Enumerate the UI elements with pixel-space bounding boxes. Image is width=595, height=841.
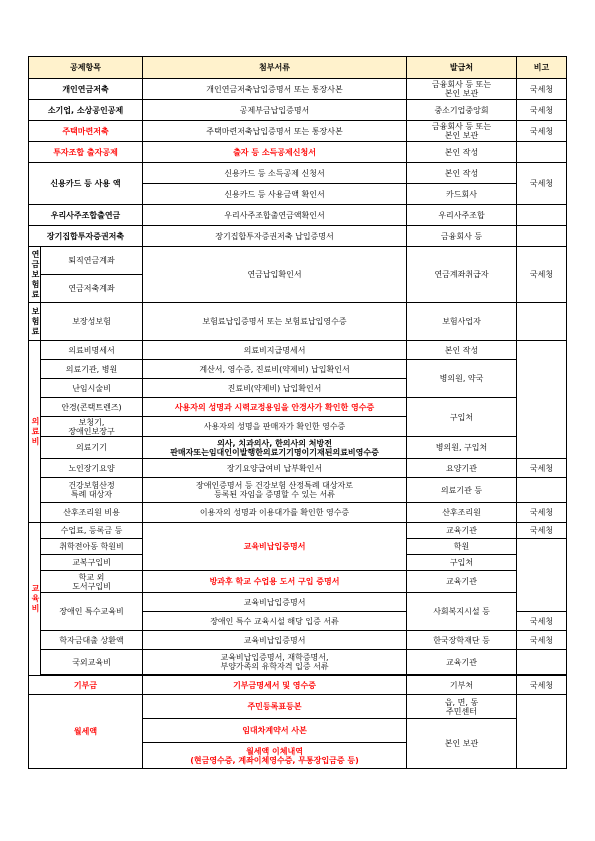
note-cell: 국세청 <box>517 79 567 100</box>
header-docs: 첨부서류 <box>143 57 407 79</box>
issuer-cell: 한국장학재단 등 <box>407 631 517 650</box>
table-row <box>29 571 567 593</box>
table-row <box>29 398 567 417</box>
item-cell: 우리사주조합출연금 <box>29 205 143 226</box>
table-row <box>29 100 567 121</box>
note-cell: 국세청 <box>517 612 567 631</box>
docs-cell: 개인연금저축납입증명서 또는 통장사본 <box>143 79 407 100</box>
docs-cell: 연금납입확인서 <box>143 247 407 303</box>
docs-cell: 교육비납입증명서, 재학증명서, 부양가족의 유학자격 입증 서류 <box>143 650 407 675</box>
group-label-medical: 의료비 <box>29 341 41 523</box>
group-label-pension: 연금보험료 <box>29 247 41 303</box>
note-cell <box>517 205 567 226</box>
sub-item-cell: 안경(콘택트렌즈) <box>41 398 143 417</box>
group-label-education: 교육비 <box>29 523 41 676</box>
note-cell: 국세청 <box>517 631 567 650</box>
issuer-cell: 우리사주조합 <box>407 205 517 226</box>
issuer-cell: 사회복지시설 등 <box>407 593 517 631</box>
issuer-cell: 학원 <box>407 539 517 555</box>
note-cell: 국세청 <box>517 100 567 121</box>
issuer-cell: 금융회사 등 또는 본인 보관 <box>407 79 517 100</box>
note-cell: 국세청 <box>517 523 567 539</box>
table-row <box>29 523 567 539</box>
group-label-insurance: 보험료 <box>29 303 41 341</box>
issuer-cell: 의료기관 등 <box>407 478 517 503</box>
note-cell <box>517 650 567 675</box>
header-note: 비고 <box>517 57 567 79</box>
sub-item-cell: 산후조리원 비용 <box>41 503 143 523</box>
docs-cell: 교육비납입증명서 <box>143 593 407 612</box>
docs-cell: 교육비납입증명서 <box>143 631 407 650</box>
sub-item-cell: 노인장기요양 <box>41 459 143 478</box>
sub-item-cell: 보장성보험 <box>41 303 143 341</box>
item-cell: 투자조합 출자공제 <box>29 142 143 163</box>
sub-item-cell: 연금저축계좌 <box>41 275 143 303</box>
table-row <box>29 503 567 523</box>
issuer-cell: 구입처 <box>407 555 517 571</box>
table-row <box>29 205 567 226</box>
sub-item-cell: 학교 외 도서구입비 <box>41 571 143 593</box>
sub-item-cell: 교복구입비 <box>41 555 143 571</box>
note-cell: 국세청 <box>517 676 567 695</box>
docs-cell: 장애인 특수 교육시설 해당 입증 서류 <box>143 612 407 631</box>
sub-item-cell: 난임시술비 <box>41 379 143 398</box>
docs-cell: 방과후 학교 수업용 도서 구입 증명서 <box>143 571 407 593</box>
note-cell: 국세청 <box>517 163 567 205</box>
table-row <box>29 631 567 650</box>
docs-cell: 계산서, 영수증, 진료비(약제비) 납입확인서 <box>143 360 407 379</box>
note-cell: 국세청 <box>517 503 567 523</box>
issuer-cell: 금융회사 등 <box>407 226 517 247</box>
note-cell: 국세청 <box>517 247 567 303</box>
note-cell <box>517 226 567 247</box>
docs-cell: 진료비(약제비) 납입확인서 <box>143 379 407 398</box>
issuer-cell: 본인 작성 <box>407 341 517 360</box>
docs-cell: 출자 등 소득공제신청서 <box>143 142 407 163</box>
item-cell: 신용카드 등 사용 액 <box>29 163 143 205</box>
issuer-cell: 카드회사 <box>407 184 517 205</box>
sub-item-cell: 건강보험산정 특례 대상자 <box>41 478 143 503</box>
table-row <box>29 360 567 379</box>
table-row <box>29 593 567 612</box>
issuer-cell: 산후조리원 <box>407 503 517 523</box>
issuer-cell: 보험사업자 <box>407 303 517 341</box>
docs-cell: 장애인증명서 등 건강보험 산정특례 대상자로 등록된 자임을 증명할 수 있는 서류 <box>143 478 407 503</box>
item-cell: 주택마련저축 <box>29 121 143 142</box>
note-cell <box>517 539 567 612</box>
docs-cell: 사용자의 성명과 시력교정용임을 안경사가 확인한 영수증 <box>143 398 407 417</box>
issuer-cell: 교육기관 <box>407 523 517 539</box>
issuer-cell: 본인 보관 <box>407 719 517 769</box>
item-cell: 기부금 <box>29 676 143 695</box>
table-header-row <box>29 57 567 79</box>
docs-cell: 보험료납입증명서 또는 보험료납입영수증 <box>143 303 407 341</box>
docs-cell: 신용카드 등 소득공제 신청서 <box>143 163 407 184</box>
docs-cell: 임대차계약서 사본 <box>143 719 407 743</box>
sub-item-cell: 의료기관, 병원 <box>41 360 143 379</box>
item-cell: 월세액 <box>29 695 143 769</box>
sub-item-cell: 장애인 특수교육비 <box>41 593 143 631</box>
issuer-cell: 읍, 면, 동 주민센터 <box>407 695 517 719</box>
docs-cell: 공제부금납입증명서 <box>143 100 407 121</box>
issuer-cell: 연금계좌취급자 <box>407 247 517 303</box>
issuer-cell: 구입처 <box>407 398 517 437</box>
sub-item-cell: 취학전아동 학원비 <box>41 539 143 555</box>
table-row <box>29 142 567 163</box>
note-cell: 국세청 <box>517 459 567 478</box>
issuer-cell: 기부처 <box>407 676 517 695</box>
table-row <box>29 676 567 695</box>
note-cell <box>517 341 567 459</box>
table-row <box>29 226 567 247</box>
sub-item-cell: 국외교육비 <box>41 650 143 675</box>
note-cell <box>517 142 567 163</box>
table-row <box>29 303 567 341</box>
table-row <box>29 79 567 100</box>
sub-item-cell: 학자금대출 상환액 <box>41 631 143 650</box>
issuer-cell: 본인 작성 <box>407 142 517 163</box>
header-item: 공제항목 <box>29 57 143 79</box>
docs-cell: 의사, 치과의사, 한의사의 처방전 판매자또는임대인이발행한의료기기명이기재된의료비영수증 <box>143 437 407 459</box>
header-issuer: 발급처 <box>407 57 517 79</box>
table-row <box>29 478 567 503</box>
issuer-cell: 교육기관 <box>407 571 517 593</box>
issuer-cell: 본인 작성 <box>407 163 517 184</box>
item-cell: 소기업, 소상공인공제 <box>29 100 143 121</box>
note-cell <box>517 695 567 769</box>
issuer-cell: 교육기관 <box>407 650 517 675</box>
table-row <box>29 695 567 719</box>
issuer-cell: 요양기관 <box>407 459 517 478</box>
table-row <box>29 163 567 184</box>
item-cell: 장기집합투자증권저축 <box>29 226 143 247</box>
table-row <box>29 247 567 275</box>
docs-cell: 이용자의 성명과 이용대가를 확인한 영수증 <box>143 503 407 523</box>
docs-cell: 장기집합투자증권저축 납입증명서 <box>143 226 407 247</box>
docs-cell: 주민등록표등본 <box>143 695 407 719</box>
table-row <box>29 437 567 459</box>
sub-item-cell: 보청기, 장애인보장구 <box>41 417 143 437</box>
docs-cell: 교육비납입증명서 <box>143 523 407 571</box>
docs-cell: 장기요양급여비 납부확인서 <box>143 459 407 478</box>
sub-item-cell: 의료비명세서 <box>41 341 143 360</box>
note-cell <box>517 478 567 503</box>
docs-cell: 의료비지급명세서 <box>143 341 407 360</box>
note-cell <box>517 303 567 341</box>
sub-item-cell: 의료기기 <box>41 437 143 459</box>
table-row <box>29 121 567 142</box>
issuer-cell: 병의원, 구입처 <box>407 437 517 459</box>
deduction-documents-table <box>28 56 567 769</box>
docs-cell: 신용카드 등 사용금액 확인서 <box>143 184 407 205</box>
table-row <box>29 650 567 675</box>
issuer-cell: 금융회사 등 또는 본인 보관 <box>407 121 517 142</box>
issuer-cell: 중소기업중앙회 <box>407 100 517 121</box>
issuer-cell: 병의원, 약국 <box>407 360 517 398</box>
docs-cell: 사용자의 성명을 판매자가 확인한 영수증 <box>143 417 407 437</box>
docs-cell: 기부금명세서 및 영수증 <box>143 676 407 695</box>
item-cell: 개인연금저축 <box>29 79 143 100</box>
docs-cell: 우리사주조합출연금액확인서 <box>143 205 407 226</box>
table-row <box>29 459 567 478</box>
docs-cell: 주택마련저축납입증명서 또는 통장사본 <box>143 121 407 142</box>
table-row <box>29 341 567 360</box>
docs-cell: 월세액 이체내역 (현금영수증, 계좌이체영수증, 무통장입금증 등) <box>143 743 407 769</box>
note-cell: 국세청 <box>517 121 567 142</box>
sub-item-cell: 수업료, 등록금 등 <box>41 523 143 539</box>
sub-item-cell: 퇴직연금계좌 <box>41 247 143 275</box>
